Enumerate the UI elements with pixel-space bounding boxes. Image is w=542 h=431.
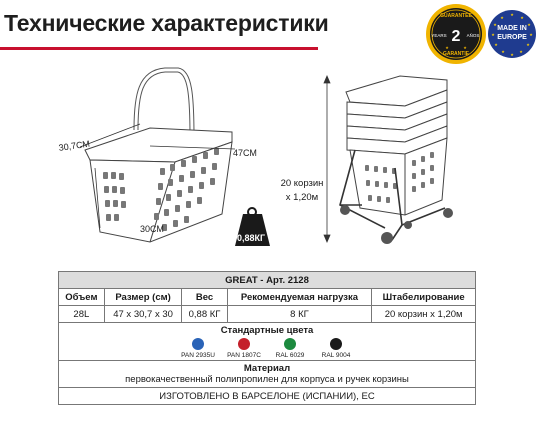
color-swatch [269, 338, 311, 359]
guarantee-right-text: AÑOS [466, 33, 480, 38]
val-size: 47 х 30,7 х 30 [104, 306, 182, 323]
svg-text:★: ★ [529, 32, 533, 37]
colors-cell [59, 323, 476, 361]
page-title: Технические характеристики [4, 10, 329, 36]
svg-text:★: ★ [510, 52, 514, 57]
red-dot-icon [238, 338, 250, 350]
material-text: первокачественный полипропилен для корпуса и ручек корзины [125, 374, 409, 385]
europe-line2: EUROPE [497, 34, 527, 41]
basket-drawing [0, 60, 542, 270]
europe-line1: MADE IN [497, 25, 527, 32]
col-size: Размер (см) [104, 289, 182, 306]
green-dot-icon [284, 338, 296, 350]
height-dimension-label: 30СМ [140, 224, 164, 234]
guarantee-left-text: YEARS [431, 33, 447, 38]
guarantee-top-text: GUARANTEE [440, 13, 472, 19]
stacking-label [272, 177, 332, 205]
color-label: RAL 6029 [275, 352, 305, 359]
val-weight: 0,88 КГ [182, 306, 227, 323]
spec-table [58, 271, 476, 405]
svg-text:★: ★ [491, 32, 495, 37]
made-in-row: ИЗГОТОВЛЕНО В БАРСЕЛОНЕ (ИСПАНИИ), ЕС [59, 388, 476, 405]
weight-label: 0,88КГ [236, 233, 266, 243]
product-header: GREAT - Арт. 2128 [59, 272, 476, 289]
svg-text:★: ★ [510, 12, 514, 17]
col-volume: Объем [59, 289, 105, 306]
stacking-line2: х 1,20м [285, 192, 319, 203]
material-title: Материал [243, 363, 291, 374]
color-swatch [177, 338, 219, 359]
svg-text:★: ★ [493, 22, 497, 27]
material-cell [59, 361, 476, 388]
color-swatch [223, 338, 265, 359]
title-underline [0, 47, 318, 50]
col-load: Рекомендуемая нагрузка [227, 289, 372, 306]
val-load: 8 КГ [227, 306, 372, 323]
color-label: PAN 2935U [181, 352, 215, 359]
black-dot-icon [330, 338, 342, 350]
svg-text:★: ★ [520, 15, 524, 20]
col-stacking: Штабелирование [372, 289, 476, 306]
color-label: RAL 9004 [321, 352, 351, 359]
val-volume: 28L [59, 306, 105, 323]
svg-text:★: ★ [445, 45, 449, 50]
svg-text:★: ★ [527, 22, 531, 27]
svg-text:★: ★ [494, 42, 498, 47]
svg-text:★: ★ [526, 42, 530, 47]
color-swatch [315, 338, 357, 359]
colors-title: Стандартные цвета [220, 325, 314, 336]
svg-text:★: ★ [519, 49, 523, 54]
made-in-europe-badge-icon [487, 8, 537, 60]
color-label: PAN 1807C [227, 352, 261, 359]
svg-text:★: ★ [501, 49, 505, 54]
depth-dimension-label: 30,7СМ [58, 138, 91, 153]
stacking-line1: 20 корзин [280, 178, 324, 189]
guarantee-number: 2 [451, 28, 461, 45]
col-weight: Вес [182, 289, 227, 306]
svg-text:★: ★ [463, 45, 467, 50]
width-dimension-label: 47СМ [233, 148, 257, 158]
val-stacking: 20 корзин х 1,20м [372, 306, 476, 323]
guarantee-badge-icon [425, 3, 487, 65]
blue-dot-icon [192, 338, 204, 350]
guarantee-bottom-text: GARANTIE [442, 51, 470, 57]
svg-text:★: ★ [500, 15, 504, 20]
color-swatches [62, 336, 472, 360]
